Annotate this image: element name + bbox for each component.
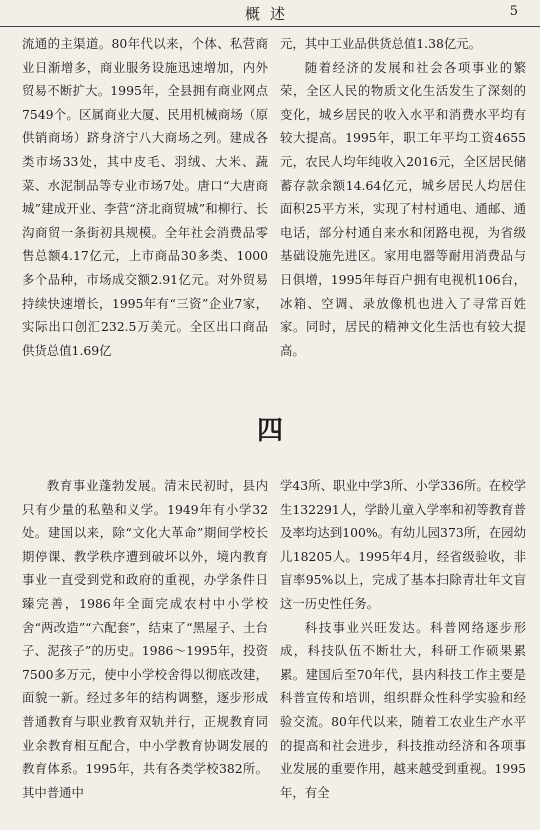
- running-header: [0, 0, 540, 27]
- paragraph: 元，其中工业品供货总值1.38亿元。: [280, 36, 482, 51]
- column-top-left: [22, 32, 268, 362]
- paragraph: 教育事业蓬勃发展。清末民初时，县内只有少量的私塾和义学。1949年有小学32处。建国以来，除“文化大革命”期间学校长期停课、教学秩序遭到破坏以外，境内教育事业一直受到党和政府的重视，办学条件日臻完善，1986年全面完成农村中小学校舍“两改造”“六配套”，结束了“黑屋子、土台子、泥孩子”的历史。1986～1995年，投资7500多万元，使中小学校舍得以彻底改建，面貌一新。经过多年的结构调整，逐步形成普通教育与职业教育双轨并行，正规教育同业余教育相互配合，中小学教育协调发展的教育体系。1995年，共有各类学校382所。其中普通中: [22, 478, 268, 800]
- page-number: 5: [509, 4, 518, 19]
- paragraph: 科技事业兴旺发达。科普网络逐步形成，科技队伍不断壮大，科研工作硕果累累。建国后至70年代，县内科技工作主要是科普宣传和培训，组织群众性科学实验和经验交流。80年代以来，随着工农业生产水平的提高和社会进步，科技推动经济和各项事业发展的重要作用，越来越受到重视。1995年，有全: [280, 619, 526, 800]
- column-top-right: [280, 32, 526, 362]
- section-heading: 四: [256, 416, 283, 446]
- column-bottom-left: [22, 474, 268, 804]
- paragraph: 随着经济的发展和社会各项事业的繁荣，全区人民的物质文化生活发生了深刻的变化，城乡居民的收入水平和消费水平均有较大提高。1995年，职工年平均工资4655元，农民人均年纯收入2016元，全区居民储蓄存款余额14.64亿元，城乡居民人均居住面积25平方米，实现了村村通电、通邮、通电话，部分村通自来水和闭路电视，为省级基础设施先进区。家用电器等耐用消费品与日俱增，1995年每百户拥有电视机106台，冰箱、空调、录放像机也进入了寻常百姓家。同时，居民的精神文化生活也有较大提高。: [280, 59, 526, 358]
- header-title: 概述: [244, 5, 295, 23]
- column-bottom-right: [280, 474, 526, 804]
- paragraph: 流通的主渠道。80年代以来，个体、私营商业日渐增多，商业服务设施迅速增加，内外贸易不断扩大。1995年，全县拥有商业网点7549个。区属商业大厦、民用机械商场（原供销商场）跻身济宁八大商场之列。建成各类市场33处，其中皮毛、羽绒、大米、蔬菜、水泥制品等专业市场7处。唐口“大唐商城”建成开业、李营“济北商贸城”和柳行、长沟商贸一条街初具规模。全年社会消费品零售总额4.17亿元，上市商品30多类、1000多个品种，市场成交额2.91亿元。对外贸易持续快速增长，1995年有“三资”企业7家，实际出口创汇232.5万美元。全区出口商品供货总值1.69亿: [22, 36, 268, 358]
- paragraph: 学43所、职业中学3所、小学336所。在校学生132291人，学龄儿童入学率和初等教育普及率均达到100%。有幼儿园373所，在园幼儿18205人。1995年4月，经省级验收，非盲率95%以上，完成了基本扫除青壮年文盲这一历史性任务。: [280, 478, 526, 611]
